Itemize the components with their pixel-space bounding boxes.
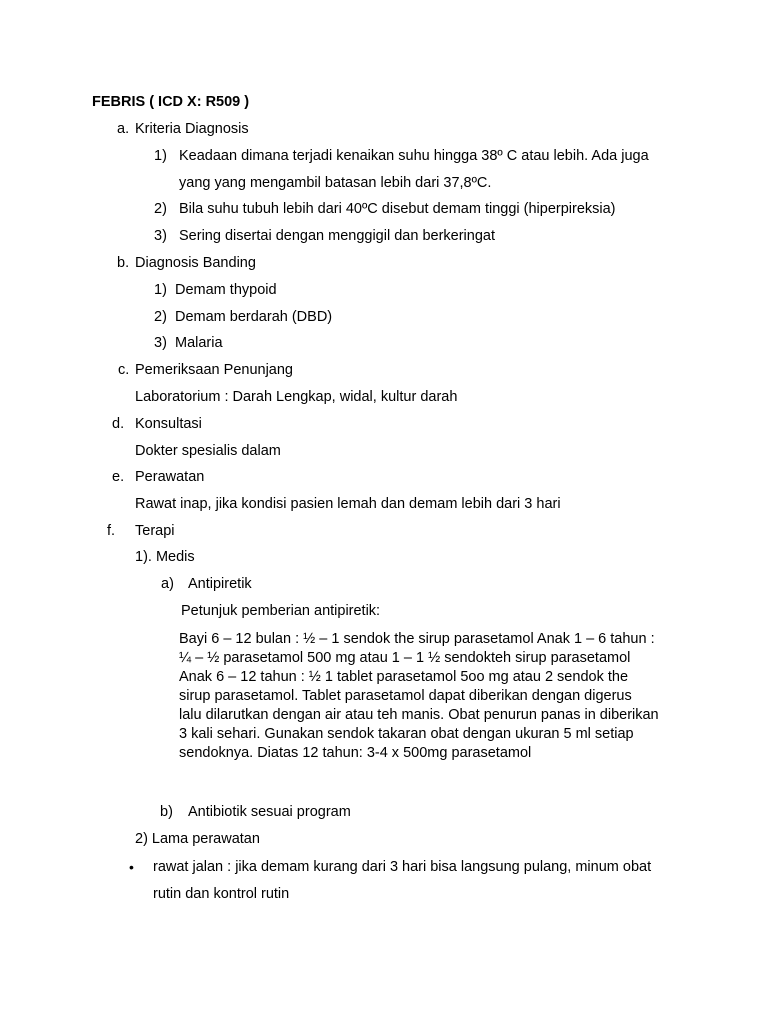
- list-item: Demam berdarah (DBD): [175, 309, 333, 325]
- list-item-marker: 2): [154, 309, 167, 325]
- section-a-marker: a.: [117, 121, 130, 137]
- list-item: Keadaan dimana terjadi kenaikan suhu hingga 38º C atau lebih. Ada juga: [179, 148, 649, 164]
- section-e-marker: e.: [112, 469, 125, 485]
- list-item-continuation: yang yang mengambil batasan lebih dari 37,8ºC.: [179, 175, 492, 191]
- section-b-marker: b.: [117, 255, 130, 271]
- rawat-jalan-text: rawat jalan : jika demam kurang dari 3 hari bisa langsung pulang, minum obat: [153, 859, 652, 875]
- antipiretik-instruction: Petunjuk pemberian antipiretik:: [181, 603, 381, 619]
- dosage-paragraph-line: sendoknya. Diatas 12 tahun: 3-4 x 500mg parasetamol: [179, 745, 532, 761]
- section-f-marker: f.: [107, 523, 116, 539]
- list-item-marker: 3): [154, 335, 167, 351]
- section-e-heading: Perawatan: [135, 469, 205, 485]
- dosage-paragraph-line: 3 kali sehari. Gunakan sendok takaran obat dengan ukuran 5 ml setiap: [179, 726, 634, 742]
- section-c-marker: c.: [118, 362, 130, 378]
- list-item-marker: 3): [154, 228, 167, 244]
- section-d-body: Dokter spesialis dalam: [135, 443, 281, 459]
- section-b-heading: Diagnosis Banding: [135, 255, 256, 271]
- bullet-icon: •: [129, 859, 134, 875]
- dosage-paragraph-line: lalu dilarutkan dengan air atau teh manis. Obat penurun panas in diberikan: [179, 707, 659, 723]
- section-f-heading: Terapi: [135, 523, 175, 539]
- antipiretik-marker: a): [161, 576, 174, 592]
- list-item: Malaria: [175, 335, 223, 351]
- list-item-marker: 1): [154, 282, 167, 298]
- page-title: FEBRIS ( ICD X: R509 ): [92, 94, 250, 110]
- antibiotik-marker: b): [160, 804, 173, 820]
- list-item: Sering disertai dengan menggigil dan berkeringat: [179, 228, 495, 244]
- section-a-heading: Kriteria Diagnosis: [135, 121, 249, 137]
- list-item: Bila suhu tubuh lebih dari 40ºC disebut demam tinggi (hiperpireksia): [179, 201, 616, 217]
- section-d-marker: d.: [112, 416, 125, 432]
- section-e-body: Rawat inap, jika kondisi pasien lemah dan demam lebih dari 3 hari: [135, 496, 561, 512]
- antipiretik-label: Antipiretik: [188, 576, 252, 592]
- lama-perawatan-label: 2) Lama perawatan: [135, 831, 260, 847]
- rawat-jalan-continuation: rutin dan kontrol rutin: [153, 886, 290, 902]
- dosage-paragraph-line: ¼ – ½ parasetamol 500 mg atau 1 – 1 ½ sendokteh sirup parasetamol: [179, 650, 631, 666]
- list-item: Demam thypoid: [175, 282, 277, 298]
- list-item-marker: 2): [154, 201, 167, 217]
- list-item-marker: 1): [154, 148, 167, 164]
- antibiotik-label: Antibiotik sesuai program: [188, 804, 351, 820]
- section-d-heading: Konsultasi: [135, 416, 202, 432]
- medis-label: 1). Medis: [135, 549, 195, 565]
- dosage-paragraph-line: Anak 6 – 12 tahun : ½ 1 tablet parasetamol 5oo mg atau 2 sendok the: [179, 669, 629, 685]
- section-c-body: Laboratorium : Darah Lengkap, widal, kultur darah: [135, 389, 458, 405]
- dosage-paragraph-line: Bayi 6 – 12 bulan : ½ – 1 sendok the sirup parasetamol Anak 1 – 6 tahun :: [179, 631, 655, 647]
- dosage-paragraph-line: sirup parasetamol. Tablet parasetamol dapat diberikan dengan digerus: [179, 688, 632, 704]
- section-c-heading: Pemeriksaan Penunjang: [135, 362, 293, 378]
